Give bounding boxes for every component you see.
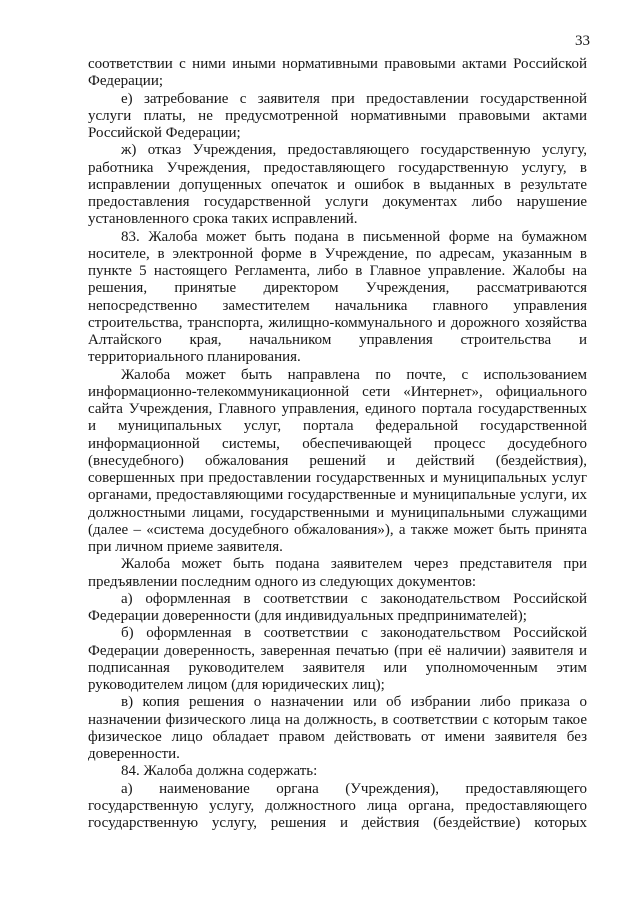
text-line: предъявлении последним одного из следующих документов:	[88, 573, 477, 590]
text-line: (внесудебного) обжалования решений и действий (бездействия),	[88, 452, 587, 469]
text-line: физическое лицо обладает правом действовать от имени заявителя без	[88, 728, 587, 745]
text-line: при личном приеме заявителя.	[88, 539, 283, 555]
text-line: 83. Жалоба может быть подана в письменной форме на бумажном	[121, 228, 587, 245]
text-line: исправлении допущенных опечаток и ошибок в выданных в результате	[88, 176, 587, 193]
text-line: и муниципальных услуг, портала федеральной государственной	[88, 418, 587, 435]
paragraph	[88, 367, 587, 557]
paragraph	[88, 763, 587, 780]
paragraph	[88, 91, 587, 143]
text-line: информационно-телекоммуникационной сети «Интернет», официального	[88, 383, 587, 400]
text-line: государственную услугу, должностного лица органа, предоставляющего	[88, 797, 587, 814]
paragraph	[88, 781, 587, 833]
text-line: соответствии с ними иными нормативными правовыми актами Российской	[88, 56, 587, 72]
text-line: а) наименование органа (Учреждения), предоставляющего	[121, 780, 587, 797]
paragraph	[88, 556, 587, 591]
text-line: Федерации;	[88, 73, 164, 90]
text-line: непосредственно заместителем начальника главного управления	[88, 297, 587, 314]
text-line: носителе, в электронной форме в Учреждение, по адресам, указанным в	[88, 245, 587, 262]
text-line: 84. Жалоба должна содержать:	[121, 763, 318, 780]
paragraph	[88, 625, 587, 694]
document-body	[88, 56, 587, 832]
text-line: строительства, транспорта, жилищно-коммунального и дорожного хозяйства	[88, 314, 587, 331]
text-line: услуги платы, не предусмотренной нормативными правовыми актами	[88, 107, 587, 124]
text-line: сайта Учреждения, Главного управления, единого портала государственных	[88, 401, 587, 417]
text-line: в) копия решения о назначении или об избрании либо приказа о	[121, 694, 587, 711]
text-line: предоставления государственной услуги документах либо нарушение	[88, 194, 587, 210]
text-line: а) оформленная в соответствии с законодательством Российской	[121, 590, 587, 607]
text-line: ж) отказ Учреждения, предоставляющего государственную услугу,	[121, 142, 587, 159]
text-line: работника Учреждения, предоставляющего государственную услугу, в	[88, 159, 587, 176]
paragraph	[88, 229, 587, 367]
text-line: Жалоба может быть направлена по почте, с использованием	[121, 366, 587, 383]
text-line: (далее – «система досудебного обжалования»), а также может быть принята	[88, 521, 587, 538]
paragraph	[88, 694, 587, 763]
text-line: Федерации доверенности (для индивидуальных предпринимателей);	[88, 608, 527, 624]
text-line: установленного срока таких исправлений.	[88, 211, 358, 228]
text-line: пункте 5 настоящего Регламента, либо в Главное управление. Жалобы на	[88, 263, 587, 279]
text-line: б) оформленная в соответствии с законодательством Российской	[121, 625, 587, 642]
text-line: Алтайского края, начальником управления строительства и	[88, 332, 587, 348]
text-line: руководителем лицом (для юридических лиц);	[88, 677, 385, 693]
text-line: доверенности.	[88, 746, 180, 762]
text-line: е) затребование с заявителя при предоставлении государственной	[121, 90, 587, 107]
text-line: Федерации доверенность, заверенная печатью (при её наличии) заявителя и	[88, 642, 587, 659]
text-line: Российской Федерации;	[88, 125, 241, 141]
paragraph	[88, 591, 587, 626]
paragraph	[88, 142, 587, 228]
text-line: решения, принятые директором Учреждения, рассматриваются	[88, 280, 587, 297]
text-line: территориального планирования.	[88, 349, 301, 366]
text-line: назначении физического лица на должность, в соответствии с которым такое	[88, 711, 587, 728]
text-line: должностными лицами, государственными и муниципальными служащими	[88, 504, 587, 521]
text-line: Жалоба может быть подана заявителем через представителя при	[121, 556, 587, 573]
page-number: 33	[575, 33, 590, 49]
text-line: подписанная руководителем заявителя или уполномоченным этим	[88, 659, 587, 676]
text-line: государственную услугу, решения и действия (бездействие) которых	[88, 815, 587, 831]
text-line: совершенных при предоставлении государственных и муниципальных услуг	[88, 470, 587, 486]
text-line: органами, предоставляющими государственные и муниципальные услуги, их	[88, 487, 587, 504]
text-line: информационной системы, обеспечивающей процесс досудебного	[88, 435, 587, 452]
paragraph	[88, 56, 587, 91]
